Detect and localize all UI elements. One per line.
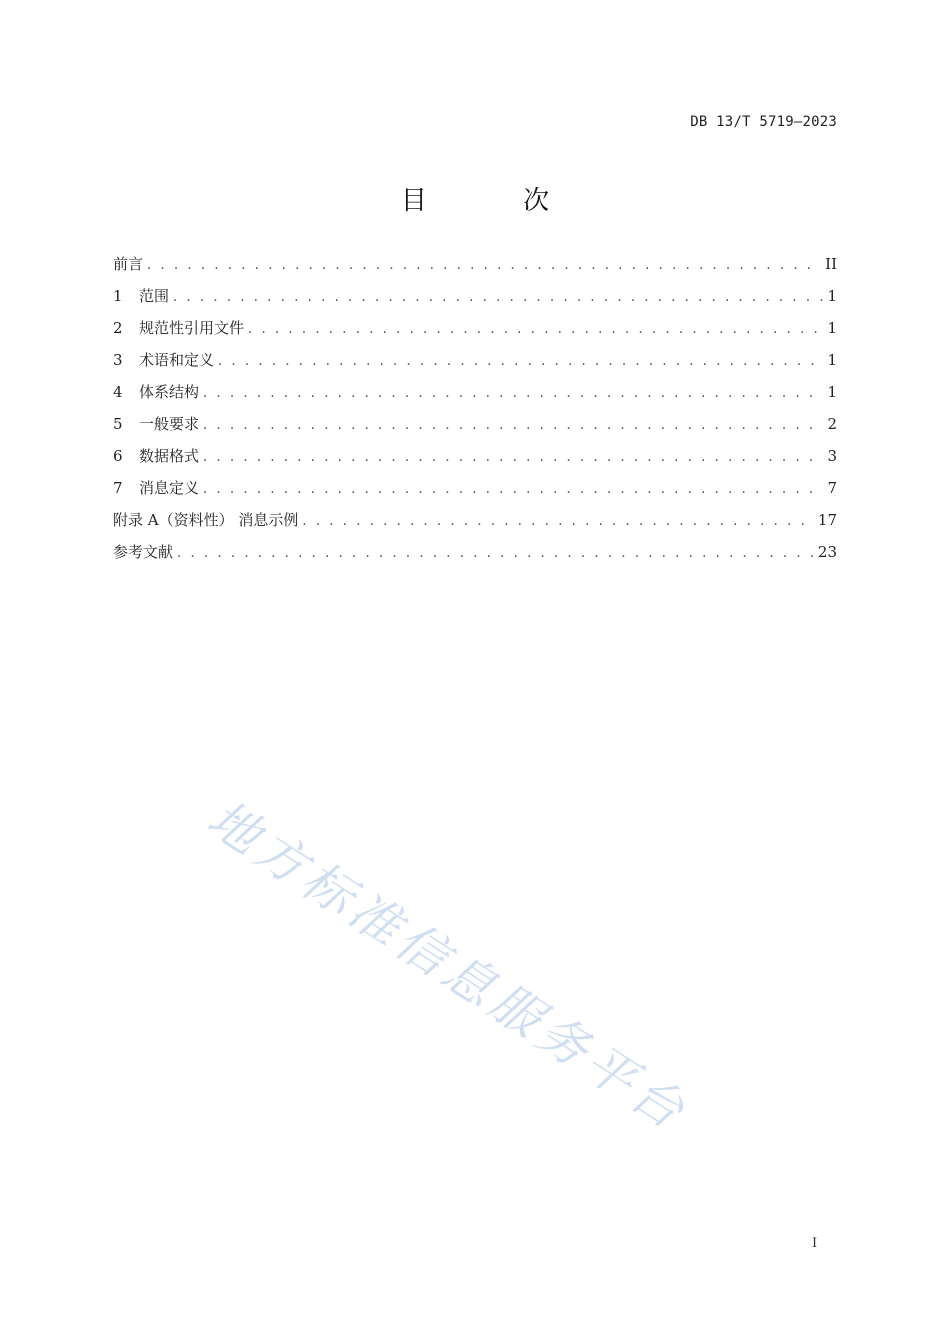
- toc-entry-general-requirements[interactable]: [113, 412, 837, 444]
- toc-entry-label: 范围: [139, 287, 170, 305]
- toc-entry-label: 附录 A（资料性） 消息示例: [113, 511, 299, 529]
- toc-entry-terms-definitions[interactable]: [113, 348, 837, 380]
- toc-entry-number: 7: [113, 479, 123, 497]
- toc-entry-page: 1: [827, 319, 837, 337]
- toc-leader-dots: [177, 542, 814, 566]
- toc-leader-dots: [173, 286, 823, 310]
- toc-leader-dots: [147, 254, 821, 278]
- toc-entry-number: 3: [113, 351, 123, 369]
- toc-entry-message-definition[interactable]: [113, 476, 837, 508]
- toc-leader-dots: [302, 510, 814, 534]
- toc-entry-page: 1: [827, 351, 837, 369]
- toc-leader-dots: [203, 446, 823, 470]
- toc-entry-label: 规范性引用文件: [139, 319, 245, 337]
- page-title: 目 次: [400, 186, 594, 216]
- toc-entry-architecture[interactable]: [113, 380, 837, 412]
- toc-entry-label: 参考文献: [113, 543, 174, 561]
- toc-entry-number: 6: [113, 447, 123, 465]
- toc-entry-number: 4: [113, 383, 123, 401]
- toc-leader-dots: [203, 478, 823, 502]
- toc-entry-page: 2: [827, 415, 837, 433]
- toc-entry-label: 一般要求: [139, 415, 200, 433]
- toc-entry-normative-references[interactable]: [113, 316, 837, 348]
- toc-entry-appendix-a[interactable]: [113, 508, 837, 540]
- watermark: 地方标准信息服务平台: [197, 789, 699, 1143]
- toc-leader-dots: [218, 350, 823, 374]
- toc-entry-label: 术语和定义: [139, 351, 215, 369]
- toc-leader-dots: [248, 318, 823, 342]
- toc-entry-page: 23: [817, 543, 837, 561]
- toc-entry-label: 体系结构: [139, 383, 200, 401]
- toc-entry-label: 消息定义: [139, 479, 200, 497]
- toc-entry-page: 3: [827, 447, 837, 465]
- toc-entry-data-format[interactable]: [113, 444, 837, 476]
- page-number: I: [812, 1236, 818, 1251]
- toc-entry-number: 1: [113, 287, 123, 305]
- standard-code: DB 13/T 5719—2023: [690, 114, 837, 130]
- toc-leader-dots: [203, 414, 823, 438]
- toc-entry-page: 1: [827, 383, 837, 401]
- toc-entry-scope[interactable]: [113, 284, 837, 316]
- toc-leader-dots: [203, 382, 823, 406]
- toc-entry-foreword[interactable]: [113, 252, 837, 284]
- toc-entry-page: 7: [827, 479, 837, 497]
- toc-entry-label: 数据格式: [139, 447, 200, 465]
- toc-entry-page: 1: [827, 287, 837, 305]
- table-of-contents: [113, 252, 837, 572]
- toc-entry-bibliography[interactable]: [113, 540, 837, 572]
- toc-entry-page: II: [825, 255, 837, 273]
- toc-entry-page: 17: [817, 511, 837, 529]
- toc-entry-label: 前言: [113, 255, 144, 273]
- toc-entry-number: 5: [113, 415, 123, 433]
- toc-entry-number: 2: [113, 319, 123, 337]
